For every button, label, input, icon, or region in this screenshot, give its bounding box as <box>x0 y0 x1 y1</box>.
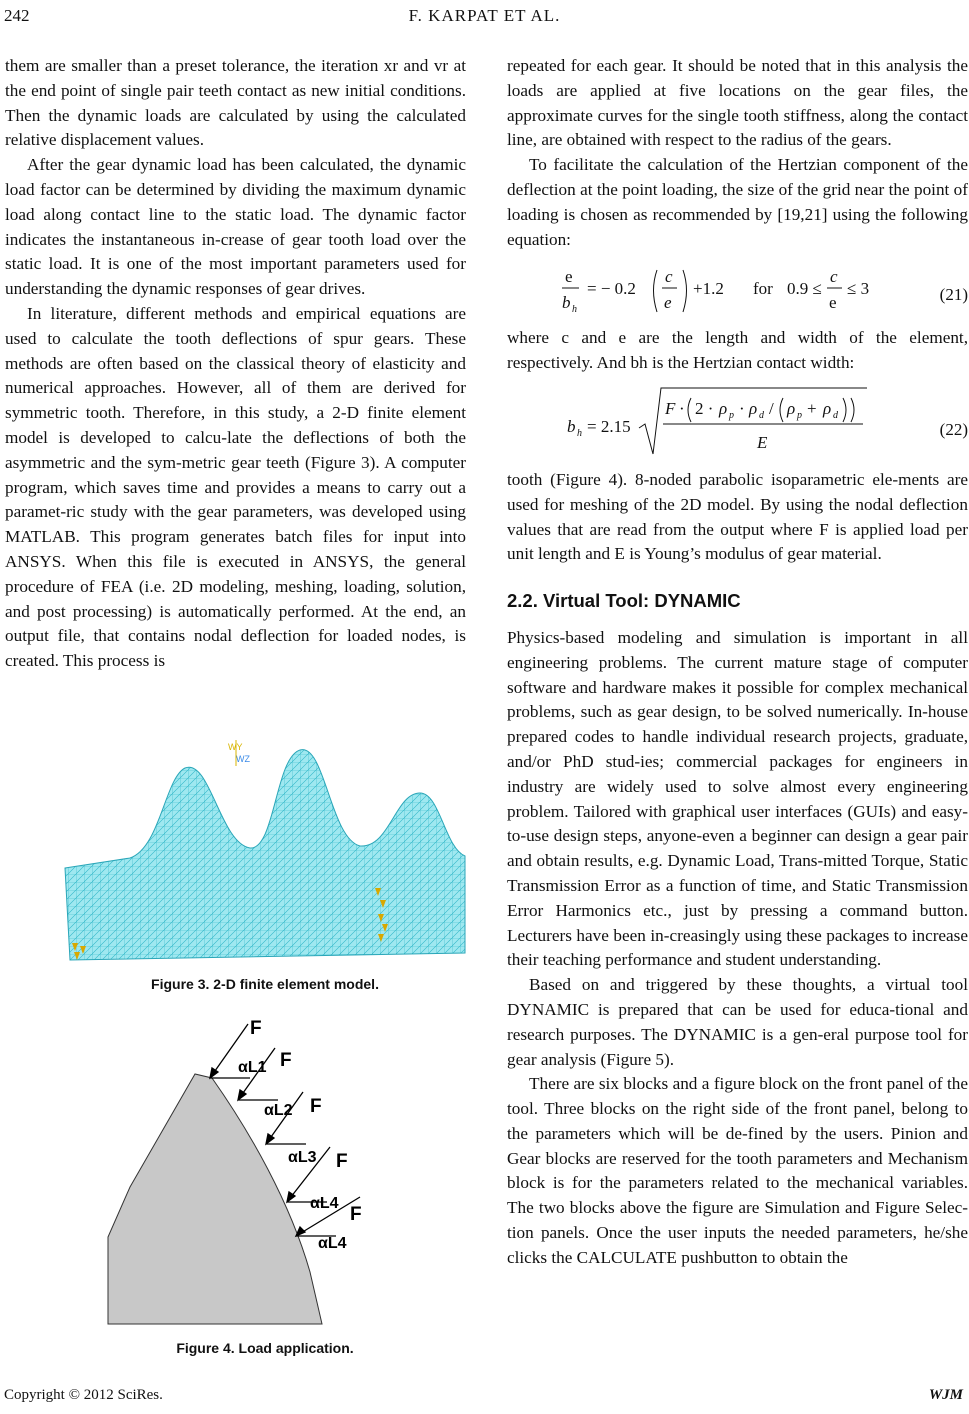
right-paragraph-1: repeated for each gear. It should be noted that in this analysis the loads are applied at five locations on the gear files, the approximate curves for the single tooth stiffness, along the contact line, are obtained with respect to the radius of the gears. <box>507 56 968 150</box>
angle-label-3: αL3 <box>288 1149 317 1166</box>
right-paragraph-4: tooth (Figure 4). 8-noded parabolic isoparametric ele-ments are used for meshing of the 2D model. By using the nodal deflection values that are read from the output where F is applied load per unit length and E is Young’s modulus of gear material. <box>507 469 968 564</box>
running-header <box>0 6 969 30</box>
svg-text:·: · <box>739 398 745 418</box>
svg-text:d: d <box>833 409 838 421</box>
journal-footer: WJM <box>928 1387 963 1403</box>
svg-text:0.9 ≤: 0.9 ≤ <box>787 279 822 299</box>
right-paragraph-2: To facilitate the calculation of the Hertzian component of the deflection at the point loading, the size of the grid near the point of loading is chosen as recommended by [19,21] using the following equation: <box>507 155 968 249</box>
right-column <box>507 54 968 1271</box>
svg-text:c: c <box>830 267 838 287</box>
svg-text:e: e <box>565 267 573 287</box>
left-paragraph-3: In literature, different methods and empirical equations are used to calculate the tooth deflections of spur gears. These methods are often based on the classical theory of elasticity and numerical approaches. However, all of them are derived for symmetric tooth. Therefore, in this study, a 2-D finite element model is developed to calcu-late the deflections of both the asymmetric and the sym-metric gear teeth (Figure 3). A computer program, which saves time and provides a means to carry out a paramet-ric study with the gear parameters, was developed using MATLAB. This program generates batch files for input into ANSYS. When this file is executed in ANSYS, the general procedure of FEA (i.e. 2D modeling, meshing, loading, solution, and post processing) is automatically performed. At the end, an output file, that contains nodal deflection for loaded nodes, is created. This process is <box>5 303 466 671</box>
section-heading: 2.2. Virtual Tool: DYNAMIC <box>507 590 741 612</box>
svg-text:E: E <box>757 432 768 452</box>
figure-3-caption: Figure 3. 2-D finite element model. <box>151 976 379 992</box>
svg-text:/: / <box>769 398 774 418</box>
angle-label-2: αL2 <box>264 1102 293 1119</box>
svg-text:ρ: ρ <box>823 398 832 418</box>
svg-text:p: p <box>729 409 734 421</box>
svg-text:ρ: ρ <box>787 398 796 418</box>
svg-text:≤ 3: ≤ 3 <box>847 279 870 299</box>
svg-text:2 ·: 2 · <box>695 398 714 418</box>
right-paragraph-6: Based on and triggered by these thoughts, a virtual tool DYNAMIC is prepared that can be used for educa-tional and research purposes. The DYNAMIC is a gen-eral purpose tool for gear analysis (Figure 5). <box>507 975 968 1069</box>
copyright-footer: Copyright © 2012 SciRes. <box>4 1387 163 1403</box>
page-number: 242 <box>4 6 30 25</box>
left-column <box>5 54 466 674</box>
right-paragraph-5: Physics-based modeling and simulation is important in all engineering problems. The current mature stage of computer software and hardware makes it possible for complex mechanical problems, such as gear design, to be solved numerically. In-house prepared codes to handle individual research projects, graduate, and/or PhD stud-ies; commercial packages for engineers in industry are widely used to solve almost every engineering problem. Tailored with graphical user interfaces (GUIs) and easy-to-use design steps, anyone-even a beginner can design a gear pair and obtain results, e.g. Dynamic Load, Trans-mitted Torque, Static Transmission Error as a function of time, and Static Transmission Error Harmonics etc., just by pressing a command button. Lecturers have been in-creasingly using these packages to increase their teaching performance and student understanding. <box>507 627 968 970</box>
svg-text:ρ: ρ <box>719 398 728 418</box>
svg-text:e: e <box>664 293 672 313</box>
svg-text:= 2.15: = 2.15 <box>587 416 631 436</box>
force-label-3: F <box>310 1096 322 1117</box>
svg-text:h: h <box>577 427 582 439</box>
figure-4-caption: Figure 4. Load application. <box>176 1340 354 1356</box>
axis-label-wz: WZ <box>236 754 250 764</box>
left-paragraph-2: After the gear dynamic load has been calculated, the dynamic load factor can be determined by dividing the maximum dynamic load along contact line to the static load. The dynamic factor indicates the instantaneous in-crease of gear tooth load over the static load. It is one of the most important parameters used for understanding the dynamic responses of gear drives. <box>5 155 466 299</box>
equation-21-formula <box>507 260 907 322</box>
right-paragraph-3: where c and e are the length and width of the element, respectively. And bh is the Hertzian contact width: <box>507 328 968 373</box>
svg-text:b: b <box>562 293 571 313</box>
force-label-2: F <box>280 1050 292 1071</box>
svg-text:ρ: ρ <box>749 398 758 418</box>
svg-text:F: F <box>665 398 676 418</box>
svg-text:for: for <box>753 279 773 299</box>
svg-text:+1.2: +1.2 <box>693 279 724 299</box>
tooth-profile-diagram <box>100 1012 370 1328</box>
equation-22-formula <box>507 380 907 460</box>
left-paragraph-1: them are smaller than a preset tolerance, the iteration xr and vr at the end point of single pair teeth contact as new initial conditions. Then the dynamic loads are calculated by using the calculated relative displacement values. <box>5 56 466 150</box>
running-title: F. KARPAT ET AL. <box>408 6 561 25</box>
equation-21-number: (21) <box>939 285 968 305</box>
axis-label-wy: WY <box>228 742 243 752</box>
force-label-1: F <box>250 1018 262 1039</box>
svg-text:p: p <box>797 409 802 421</box>
figure-3-fe-model <box>60 738 470 970</box>
angle-label-1: αL1 <box>238 1059 267 1076</box>
angle-label-4: αL4 <box>310 1195 339 1212</box>
figure-4-load-application <box>100 1012 370 1328</box>
equation-22-number: (22) <box>939 419 968 439</box>
svg-text:b: b <box>567 416 576 436</box>
svg-text:h: h <box>572 304 577 316</box>
svg-text:e: e <box>829 293 837 313</box>
svg-text:+: + <box>807 398 817 418</box>
svg-text:= − 0.2: = − 0.2 <box>587 279 636 299</box>
equation-21 <box>507 260 968 326</box>
svg-text:d: d <box>759 409 764 421</box>
equation-22 <box>507 380 968 462</box>
angle-label-5: αL4 <box>318 1235 347 1252</box>
right-paragraph-7: There are six blocks and a figure block on the front panel of the tool. Three blocks on the right side of the front panel, belong to the parameters which will be de-fined by the users. Pinion and Gear blocks are reserved for the tooth parameters and Mechanism block is for the parameters related to the mechanical variables. The two blocks above the figure are Simulation and Figure Selec-tion panels. Once the user inputs the needed parameters, he/she clicks the CALCULATE pushbutton to obtain the <box>507 1074 968 1267</box>
svg-text:·: · <box>679 398 685 418</box>
fe-mesh-image <box>60 738 470 970</box>
force-label-4: F <box>336 1151 348 1172</box>
svg-text:c: c <box>665 267 673 287</box>
force-label-5: F <box>350 1204 362 1225</box>
